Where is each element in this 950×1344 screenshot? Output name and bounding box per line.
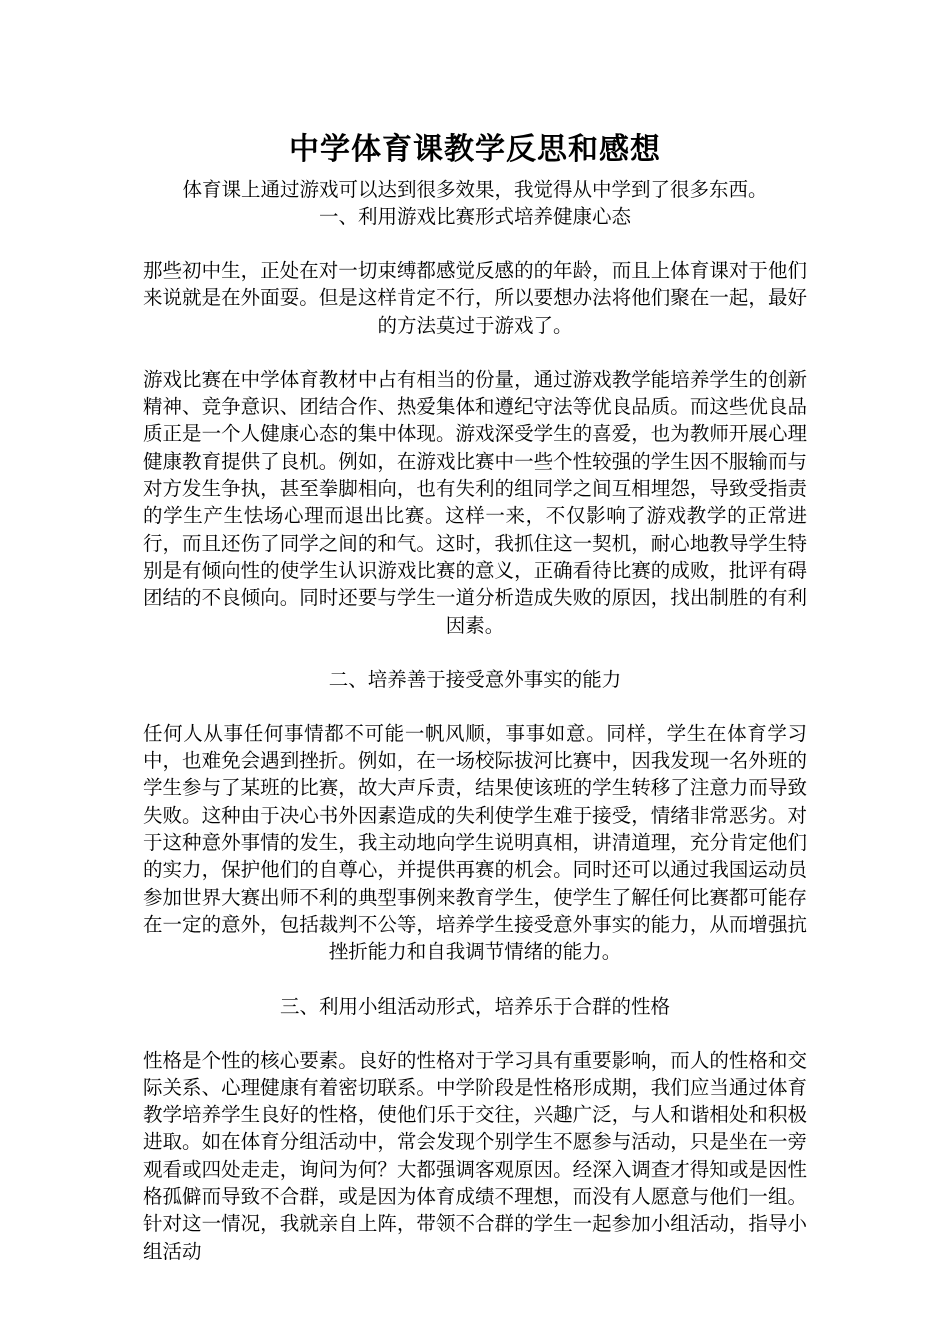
section-3-paragraph-1: 性格是个性的核心要素。良好的性格对于学习具有重要影响，而人的性格和交际关系、心理健康有着密切联系。中学阶段是性格形成期，我们应当通过体育教学培养学生良好的性格，使他们乐于交往，兴趣广泛，与人和谐相处和积极进取。如在体育分组活动中，常会发现个别学生不愿参与活动，只是坐在一旁观看或四处走走，询问为何？大都强调客观原因。经深入调查才得知或是因性格孤僻而导致不合群，或是因为体育成绩不理想，而没有人愿意与他们一组。针对这一情况，我就亲自上阵，带领不合群的学生一起参加小组活动，指导小组活动 [143, 1048, 807, 1263]
section-2-paragraph-1: 任何人从事任何事情都不可能一帆风顺，事事如意。同样，学生在体育学习中，也难免会遇到挫折。例如，在一场校际拔河比赛中，因我发现一名外班的学生参与了某班的比赛，故大声斥责，结果使该班的学生转移了注意力而导致失败。这种由于决心书外因素造成的失利使学生难于接受，情绪非常恶劣。对于这种意外事情的发生，我主动地向学生说明真相，讲清道理，充分肯定他们的实力，保护他们的自尊心，并提供再赛的机会。同时还可以通过我国运动员参加世界大赛出师不利的典型事例来教育学生，使学生了解任何比赛都可能存在一定的意外，包括裁判不公等，培养学生接受意外事实的能力，从而增强抗挫折能力和自我调节情绪的能力。 [143, 721, 807, 964]
document-title: 中学体育课教学反思和感想 [289, 132, 661, 167]
section-heading-1: 一、利用游戏比赛形式培养健康心态 [318, 205, 631, 228]
intro-line: 体育课上通过游戏可以达到很多效果，我觉得从中学到了很多东西。 [182, 178, 768, 201]
section-1-paragraph-1: 那些初中生，正处在对一切束缚都感觉反感的的年龄，而且上体育课对于他们来说就是在外面耍。但是这样肯定不行，所以要想办法将他们聚在一起，最好的方法莫过于游戏了。 [143, 259, 807, 337]
section-heading-3: 三、利用小组活动形式，培养乐于合群的性格 [279, 994, 670, 1018]
section-heading-2: 二、培养善于接受意外事实的能力 [328, 667, 622, 691]
document-page [143, 128, 807, 1265]
section-1-paragraph-2: 游戏比赛在中学体育教材中占有相当的份量，通过游戏教学能培养学生的创新精神、竞争意识、团结合作、热爱集体和遵纪守法等优良品质。而这些优良品质正是一个人健康心态的集中体现。游戏深受学生的喜爱，也为教师开展心理健康教育提供了良机。例如，在游戏比赛中一些个性较强的学生因不服输而与对方发生争执，甚至拳脚相向，也有失利的组同学之间互相埋怨，导致受指责的学生产生怯场心理而退出比赛。这样一来，不仅影响了游戏教学的正常进行，而且还伤了同学之间的和气。这时，我抓住这一契机，耐心地教导学生特别是有倾向性的使学生认识游戏比赛的意义，正确看待比赛的成败，批评有碍团结的不良倾向。同时还要与学生一道分析造成失败的原因，找出制胜的有利因素。 [143, 367, 807, 637]
